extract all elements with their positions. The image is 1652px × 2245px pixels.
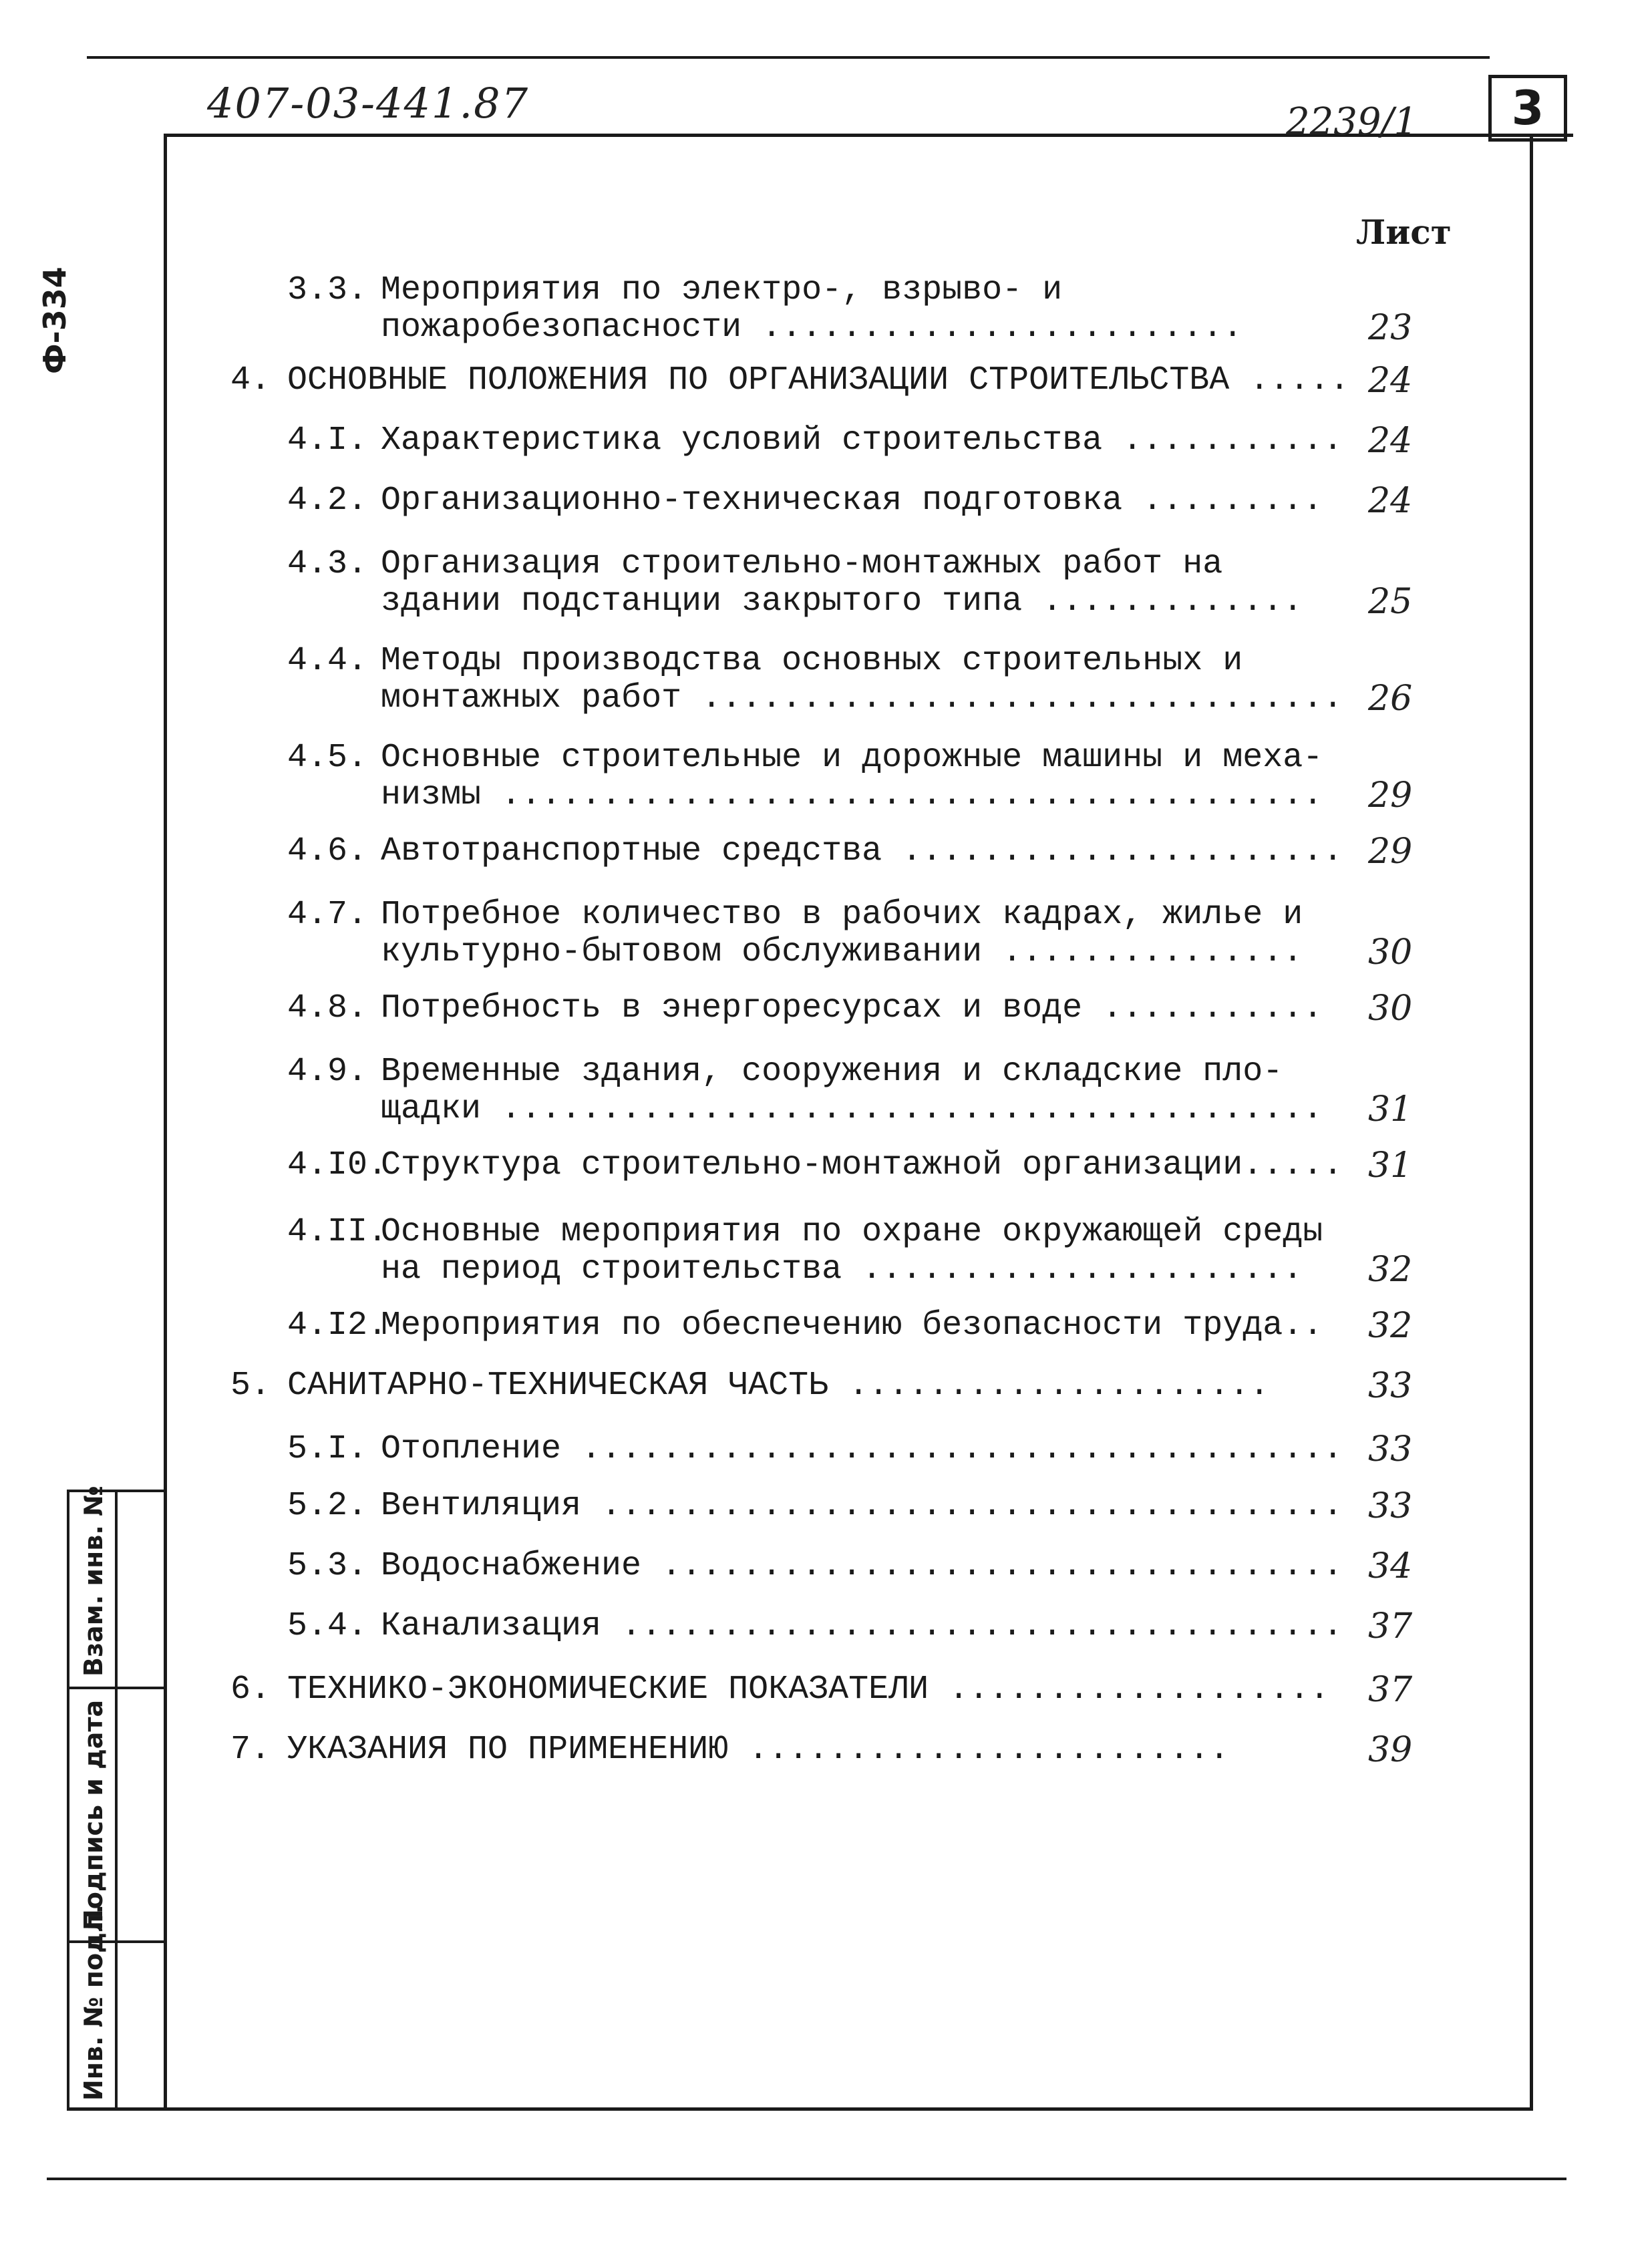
toc-entry-page: 30 bbox=[1368, 932, 1413, 973]
toc-entry-number: 4.8. bbox=[287, 989, 368, 1027]
toc-entry-number: 6. bbox=[230, 1671, 271, 1709]
toc-entry-number: 4.2. bbox=[287, 482, 368, 520]
toc-entry-title: Мероприятия по электро-, взрыво- и bbox=[381, 271, 1063, 309]
toc-entry-page: 33 bbox=[1368, 1429, 1413, 1470]
toc-entry-number: 4.7. bbox=[287, 896, 368, 934]
toc-entry-number: 4.4. bbox=[287, 642, 368, 680]
toc-entry-number: 5.I. bbox=[287, 1430, 368, 1468]
toc-entry-page: 29 bbox=[1368, 832, 1413, 872]
toc-entry-title: ОСНОВНЫЕ ПОЛОЖЕНИЯ ПО ОРГАНИЗАЦИИ СТРОИТЕЛЬСТВА ..... bbox=[287, 361, 1350, 399]
left-margin-line bbox=[67, 1490, 69, 2111]
frame-bottom bbox=[67, 2107, 1533, 2111]
toc-entry-title: Отопление ...................................... bbox=[381, 1430, 1343, 1468]
toc-entry-page: 33 bbox=[1368, 1366, 1413, 1406]
toc-entry-title: Потребность в энергоресурсах и воде ........... bbox=[381, 989, 1323, 1027]
toc-entry-title: Водоснабжение .................................. bbox=[381, 1547, 1343, 1585]
frame-left bbox=[164, 134, 167, 2111]
toc-entry-page: 25 bbox=[1368, 582, 1413, 622]
toc-entry-title: Характеристика условий строительства ........... bbox=[381, 421, 1343, 460]
stamp-sign-date: Подпись и дата bbox=[79, 1699, 108, 1930]
toc-entry-title: ТЕХНИКО-ЭКОНОМИЧЕСКИЕ ПОКАЗАТЕЛИ ................... bbox=[287, 1671, 1330, 1709]
toc-entry-number: 5.4. bbox=[287, 1607, 368, 1645]
document-number: 2239/1 bbox=[1286, 100, 1418, 144]
toc-entry-title: Организационно-техническая подготовка ......... bbox=[381, 482, 1323, 520]
toc-entry-title: Основные мероприятия по охране окружающей среды bbox=[381, 1213, 1323, 1251]
toc-entry-number: 4.II. bbox=[287, 1213, 388, 1251]
toc-entry-page: 24 bbox=[1368, 361, 1413, 401]
toc-entry-number: 4.I. bbox=[287, 421, 368, 460]
toc-entry-number: 4.9. bbox=[287, 1053, 368, 1091]
column-header-sheet: Лист bbox=[1356, 212, 1452, 252]
toc-entry-page: 34 bbox=[1368, 1546, 1413, 1586]
toc-entry-page: 30 bbox=[1368, 989, 1413, 1029]
toc-entry-page: 39 bbox=[1368, 1730, 1413, 1770]
toc-entry-title: пожаробезопасности ........................ bbox=[381, 309, 1243, 347]
toc-entry-page: 26 bbox=[1368, 679, 1413, 719]
toc-entry-page: 33 bbox=[1368, 1486, 1413, 1526]
toc-entry-number: 4.I2. bbox=[287, 1307, 388, 1345]
form-code: Ф-334 bbox=[37, 267, 73, 374]
toc-entry-title: монтажных работ ................................ bbox=[381, 679, 1343, 717]
toc-entry-title: Потребное количество в рабочих кадрах, жилье и bbox=[381, 896, 1303, 934]
toc-entry-title: Канализация .................................... bbox=[381, 1607, 1343, 1645]
toc-entry-page: 31 bbox=[1368, 1089, 1413, 1130]
toc-entry-number: 3.3. bbox=[287, 271, 368, 309]
toc-entry-page: 23 bbox=[1368, 308, 1413, 348]
toc-entry-title: САНИТАРНО-ТЕХНИЧЕСКАЯ ЧАСТЬ ..................... bbox=[287, 1367, 1270, 1405]
toc-entry-title: УКАЗАНИЯ ПО ПРИМЕНЕНИЮ ........................ bbox=[287, 1731, 1230, 1769]
toc-entry-page: 24 bbox=[1368, 421, 1413, 461]
toc-entry-title: низмы ......................................... bbox=[381, 776, 1323, 814]
top-rule bbox=[87, 56, 1490, 59]
toc-entry-number: 5.2. bbox=[287, 1487, 368, 1525]
toc-entry-title: Вентиляция ..................................... bbox=[381, 1487, 1343, 1525]
stamp-mid bbox=[115, 1490, 118, 2111]
toc-entry-title: Структура строительно-монтажной организации..... bbox=[381, 1146, 1343, 1184]
toc-entry-title: Методы производства основных строительных и bbox=[381, 642, 1243, 680]
toc-entry-title: Мероприятия по обеспечению безопасности труда.. bbox=[381, 1307, 1323, 1345]
document-code: 407-03-441.87 bbox=[207, 79, 530, 128]
toc-entry-page: 32 bbox=[1368, 1250, 1413, 1290]
toc-entry-page: 32 bbox=[1368, 1306, 1413, 1346]
toc-entry-page: 37 bbox=[1368, 1606, 1413, 1647]
stamp-replace-inv: Взам. инв. № bbox=[79, 1486, 108, 1677]
stamp-inv-orig: Инв. № подл. bbox=[79, 1904, 108, 2101]
frame-right bbox=[1530, 137, 1533, 2111]
toc-entry-title: Основные строительные и дорожные машины и меха- bbox=[381, 739, 1323, 777]
toc-entry-title: Автотранспортные средства ...................... bbox=[381, 832, 1343, 870]
toc-entry-page: 37 bbox=[1368, 1670, 1413, 1710]
toc-entry-title: на период строительства ...................... bbox=[381, 1250, 1303, 1288]
toc-entry-title: щадки ......................................... bbox=[381, 1090, 1323, 1128]
toc-entry-page: 31 bbox=[1368, 1146, 1413, 1186]
toc-entry-title: Организация строительно-монтажных работ на bbox=[381, 545, 1223, 583]
toc-entry-number: 4. bbox=[230, 361, 271, 399]
toc-entry-number: 4.5. bbox=[287, 739, 368, 777]
toc-entry-title: Временные здания, сооружения и складские пло- bbox=[381, 1053, 1283, 1091]
sheet-number: 3 bbox=[1488, 75, 1567, 142]
toc-entry-number: 4.6. bbox=[287, 832, 368, 870]
toc-entry-number: 4.I0. bbox=[287, 1146, 388, 1184]
toc-entry-number: 5.3. bbox=[287, 1547, 368, 1585]
toc-entry-number: 7. bbox=[230, 1731, 271, 1769]
toc-entry-title: здании подстанции закрытого типа ............. bbox=[381, 582, 1303, 621]
toc-entry-page: 24 bbox=[1368, 481, 1413, 521]
page-bottom-rule bbox=[47, 2178, 1566, 2180]
toc-entry-page: 29 bbox=[1368, 775, 1413, 816]
toc-entry-number: 5. bbox=[230, 1367, 271, 1405]
toc-entry-number: 4.3. bbox=[287, 545, 368, 583]
toc-entry-title: культурно-бытовом обслуживании ............... bbox=[381, 933, 1303, 971]
